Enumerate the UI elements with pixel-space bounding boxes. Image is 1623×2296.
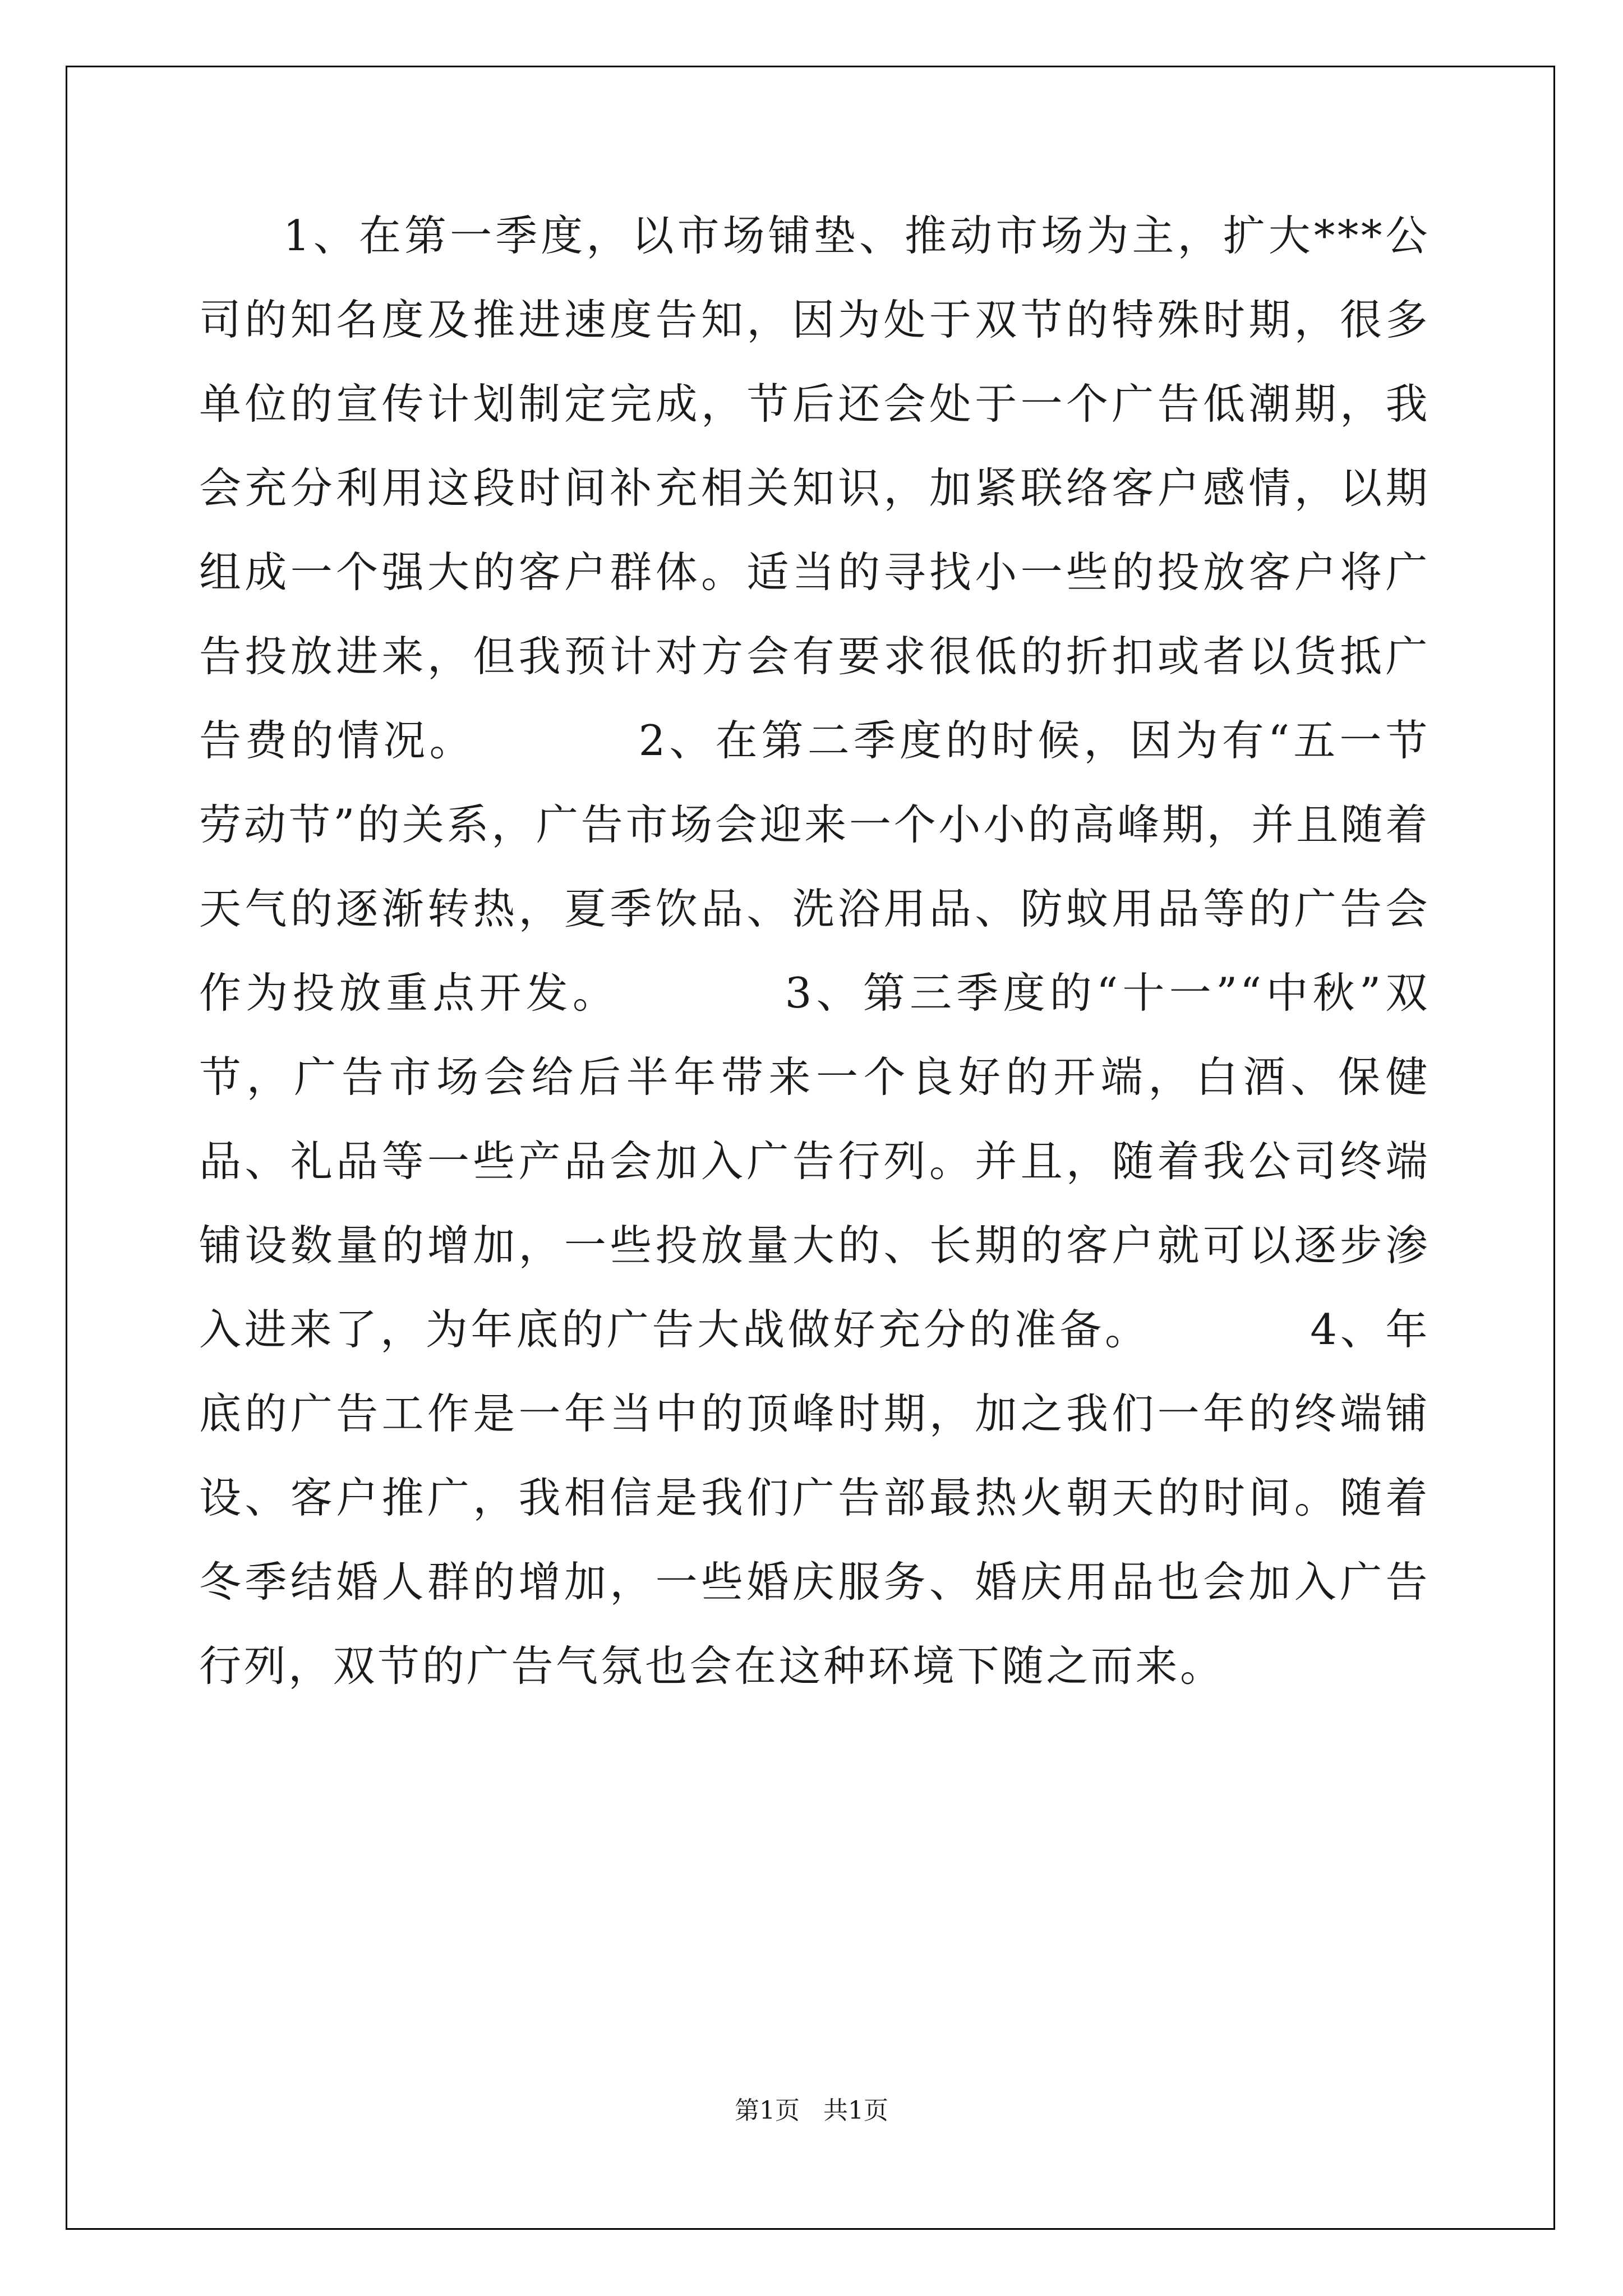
document-body-text: 1、在第一季度，以市场铺垫、推动市场为主，扩大***公司的知名度及推进速度告知，因为处于双节的特殊时期，很多单位的宣传计划制定完成，节后还会处于一个广告低潮期，我会充分利用这段时间补充相关知识，加紧联络客户感情，以期组成一个强大的客户群体。适当的寻找小一些的投放客户将广告投放进来，但我预计对方会有要求很低的折扣或者以货抵广告费的情况。 2、在第二季度的时候，因为有“五一节劳动节”的关系，广告市场会迎来一个小小的高峰期，并且随着天气的逐渐转热，夏季饮品、洗浴用品、防蚊用品等的广告会作为投放重点开发。 3、第三季度的“十一”“中秋”双节，广告市场会给后半年带来一个良好的开端，白酒、保健品、礼品等一些产品会加入广告行列。并且，随着我公司终端铺设数量的增加，一些投放量大的、长期的客户就可以逐步渗入进来了，为年底的广告大战做好充分的准备。 4、年底的广告工作是一年当中的顶峰时期，加之我们一年的终端铺设、客户推广，我相信是我们广告部最热火朝天的时间。随着冬季结婚人群的增加，一些婚庆服务、婚庆用品也会加入广告行列，双节的广告气氛也会在这种环境下随之而来。 xyxy=(199,211,1430,1691)
page-number-footer: 第1页 共1页 xyxy=(735,2096,888,2125)
